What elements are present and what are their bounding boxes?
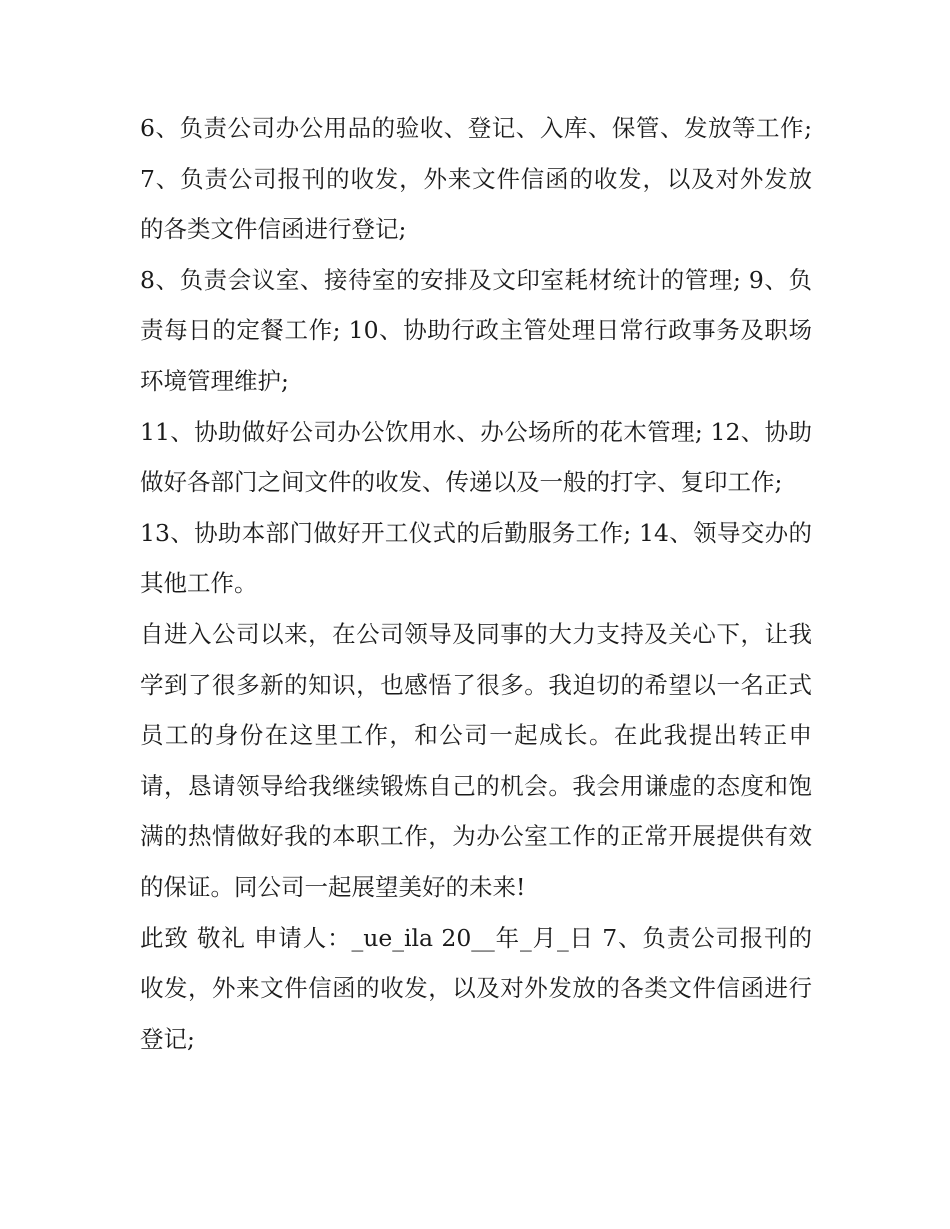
paragraph-application-statement: 自进入公司以来，在公司领导及同事的大力支持及关心下，让我学到了很多新的知识，也感悟了很多。我迫切的希望以一名正式员工的身份在这里工作，和公司一起成长。在此我提出转正申请，恳请领导给我继续锻炼自己的机会。我会用谦虚的态度和饱满的热情做好我的本职工作，为办公室工作的正常开展提供有效的保证。同公司一起展望美好的未来! — [140, 619, 812, 901]
paragraph-duties-6-7: 6、负责公司办公用品的验收、登记、入库、保管、发放等工作; 7、负责公司报刊的收发，外来文件信函的收发，以及对外发放的各类文件信函进行登记; — [140, 114, 812, 244]
paragraph-duties-13-14: 13、协助本部门做好开工仪式的后勤服务工作; 14、领导交办的其他工作。 — [140, 518, 812, 598]
paragraph-duties-8-10: 8、负责会议室、接待室的安排及文印室耗材统计的管理; 9、负责每日的定餐工作; 10、协助行政主管处理日常行政事务及职场环境管理维护; — [140, 265, 812, 395]
paragraph-closing-signature: 此致 敬礼 申请人：_ue_ila 20__年_月_日 7、负责公司报刊的收发，外来文件信函的收发，以及对外发放的各类文件信函进行登记; — [140, 923, 812, 1053]
paragraph-duties-11-12: 11、协助做好公司办公饮用水、办公场所的花木管理; 12、协助做好各部门之间文件的收发、传递以及一般的打字、复印工作; — [140, 417, 812, 497]
document-body — [140, 103, 812, 1064]
